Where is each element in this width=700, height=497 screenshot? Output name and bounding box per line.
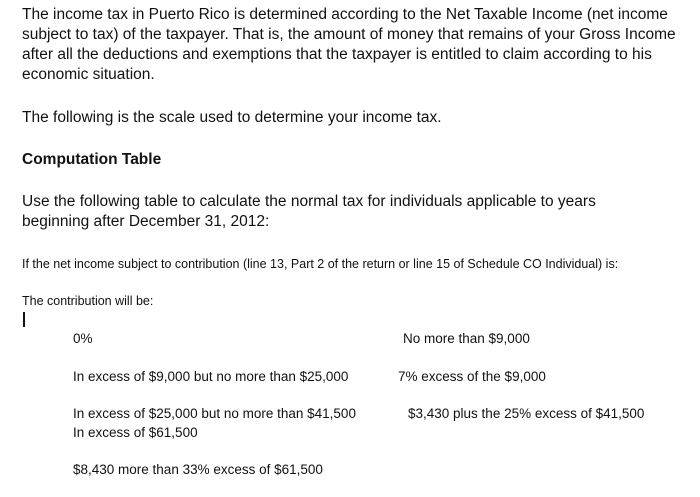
table-cell-row1-right: No more than $9,000 bbox=[403, 331, 530, 346]
use-table-paragraph: Use the following table to calculate the normal tax for individuals applicable to years beginning after December 31, 2012: bbox=[22, 193, 596, 230]
condition-line: If the net income subject to contribution (line 13, Part 2 of the return or line 15 of Schedule CO Individual) is: bbox=[22, 257, 619, 271]
computation-table-heading: Computation Table bbox=[22, 151, 162, 168]
scale-paragraph: The following is the scale used to determine your income tax. bbox=[22, 109, 442, 126]
contribution-line: The contribution will be: bbox=[22, 294, 154, 308]
table-cell-row2-left: In excess of $9,000 but no more than $25,000 bbox=[73, 369, 349, 384]
table-cell-row2-right: 7% excess of the $9,000 bbox=[398, 369, 546, 384]
text-cursor bbox=[23, 312, 25, 327]
table-cell-row3-left: In excess of $25,000 but no more than $41,500 bbox=[73, 406, 356, 421]
intro-paragraph: The income tax in Puerto Rico is determined according to the Net Taxable Income (net income subject to tax) of the taxpayer. That is, the amount of money that remains of your Gross Income after all the deductions and exemptions that the taxpayer is entitled to claim according to his economic situation. bbox=[22, 6, 676, 83]
table-cell-row5-left: $8,430 more than 33% excess of $61,500 bbox=[73, 462, 323, 477]
table-cell-row3-right: $3,430 plus the 25% excess of $41,500 bbox=[408, 406, 645, 421]
table-cell-row4-left: In excess of $61,500 bbox=[73, 425, 198, 440]
table-cell-row1-left: 0% bbox=[73, 331, 93, 346]
